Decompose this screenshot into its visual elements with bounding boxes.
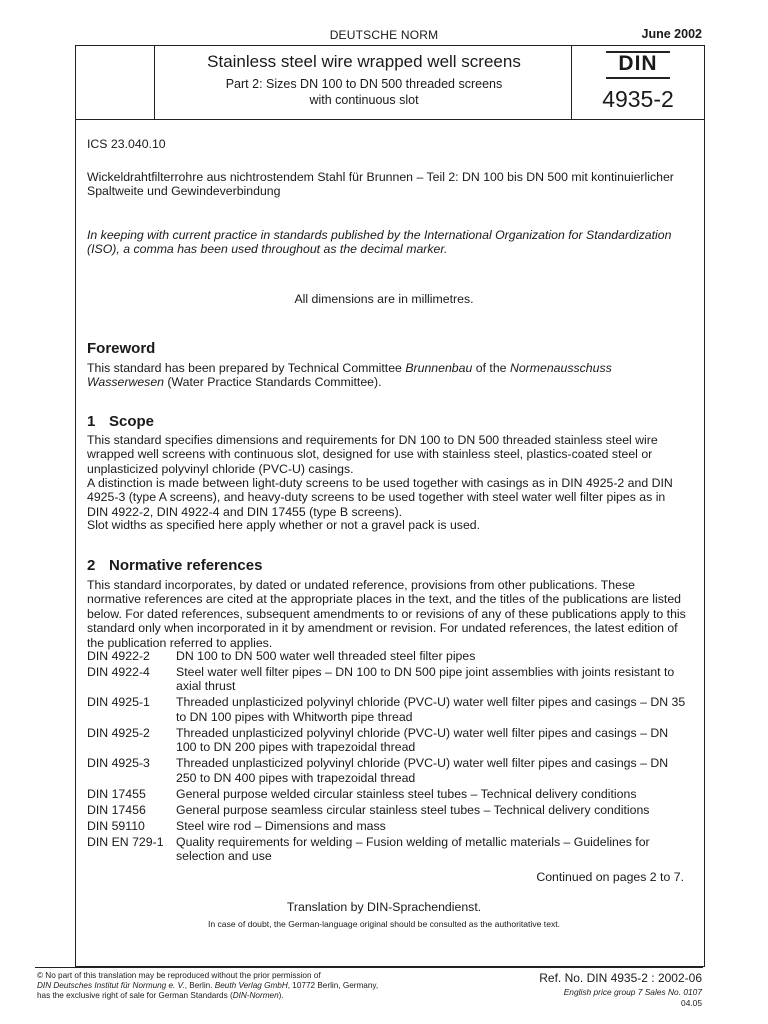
copyright-text: ). xyxy=(278,990,284,1000)
copyright-line-1: © No part of this translation may be reproduced without the prior permission of xyxy=(37,971,321,980)
reference-code: DIN 4922-4 xyxy=(87,665,150,679)
document-title: Stainless steel wire wrapped well screens xyxy=(207,52,521,71)
reference-number: Ref. No. DIN 4935-2 : 2002-06 xyxy=(539,971,702,985)
copyright-notice xyxy=(37,971,457,1000)
reference-code: DIN 4925-2 xyxy=(87,725,150,740)
scope-paragraph-1: This standard specifies dimensions and requirements for DN 100 to DN 500 threaded stainless steel wire wrapped well screens with continuous slot, designed for use with stainless steel, plastics-coated steel or unplasticized polyvinyl chloride (PVC-U) casings. xyxy=(87,433,658,476)
reference-item xyxy=(87,835,689,864)
foreword-heading: Foreword xyxy=(87,340,156,357)
normative-number: 2 xyxy=(87,557,96,574)
issue-code: 04.05 xyxy=(681,998,702,1008)
reference-item xyxy=(87,787,689,801)
title-block-right-cell xyxy=(571,46,704,119)
scope-heading xyxy=(87,413,154,430)
din-institute-name: DIN Deutsches Institut für Normung e. V. xyxy=(37,980,185,990)
copyright-text: , 10772 Berlin, Germany, xyxy=(287,980,379,990)
subtitle-line-2: with continuous slot xyxy=(309,93,419,107)
foreword-text-1: This standard has been prepared by Technical Committee xyxy=(87,361,406,375)
copyright-text: , Berlin. xyxy=(184,980,215,990)
dimensions-note: All dimensions are in millimetres. xyxy=(294,292,474,306)
reference-item xyxy=(87,756,689,785)
translation-credit: Translation by DIN-Sprachendienst. xyxy=(286,900,482,914)
reference-title: Quality requirements for welding – Fusion welding of metallic materials – Guidelines for selection and use xyxy=(176,834,650,864)
normative-intro: This standard incorporates, by dated or undated reference, provisions from other publications. These normative references are cited at the appropriate places in the text, and the titles of the publications are listed below. For dated references, subsequent amendments to or revisions of any of these publications apply to this standard only when incorporated in it by amendment or revision. For undated references, the latest edition of the publication referred to applies. xyxy=(87,578,686,650)
copyright-line-2 xyxy=(37,981,457,991)
reference-item xyxy=(87,695,689,724)
iso-note: In keeping with current practice in standards published by the International Organization for Standardization (ISO), a comma has been used throughout as the decimal marker. xyxy=(87,228,672,257)
reference-item xyxy=(87,649,689,663)
title-block xyxy=(75,45,705,120)
standards-body-name: Normenausschuss Wasserwesen xyxy=(87,361,612,390)
reference-item xyxy=(87,803,689,817)
reference-item xyxy=(87,819,689,833)
foreword-text xyxy=(87,361,689,390)
reference-title: Threaded unplasticized polyvinyl chloride (PVC-U) water well filter pipes and casings – DN 250 to DN 400 pipes with trapezoidal thread xyxy=(176,756,669,785)
continued-note: Continued on pages 2 to 7. xyxy=(536,870,684,884)
scope-paragraph-2: A distinction is made between light-duty screens to be used together with casings as in DIN 4925-2 and DIN 4925-3 (type A screens), and heavy-duty screens to be used together with steel water well filter pipes as in DIN 4922-2, DIN 4922-4 and DIN 17455 (type B screens). xyxy=(87,476,673,519)
standard-number: 4935-2 xyxy=(602,86,674,112)
authoritative-text-note: In case of doubt, the German-language original should be consulted as the authoritative text. xyxy=(207,919,561,929)
scope-number: 1 xyxy=(87,413,96,430)
copyright-line-3 xyxy=(37,991,457,1001)
reference-code: DIN 4922-2 xyxy=(87,649,150,663)
normative-title: Normative references xyxy=(109,557,263,574)
price-group: English price group 7 Sales No. 0107 xyxy=(563,987,702,997)
title-block-left-cell xyxy=(76,46,155,119)
committee-name: Brunnenbau xyxy=(405,361,473,375)
footer-divider xyxy=(35,967,703,968)
foreword-text-3: (Water Practice Standards Committee). xyxy=(164,375,382,390)
din-normen-label: DIN-Normen xyxy=(232,990,279,1000)
reference-code: DIN 4925-3 xyxy=(87,756,150,771)
reference-item xyxy=(87,726,689,755)
scope-paragraph-3: Slot widths as specified here apply whether or not a gravel pack is used. xyxy=(87,518,481,532)
reference-code: DIN 17456 xyxy=(87,802,146,817)
document-subtitle xyxy=(156,76,572,108)
reference-title: DN 100 to DN 500 water well threaded steel filter pipes xyxy=(176,649,476,663)
din-logo: DIN xyxy=(600,54,676,76)
reference-title: Threaded unplasticized polyvinyl chloride (PVC-U) water well filter pipes and casings – DN 35 to DN 100 pipes with Whitworth pipe thread xyxy=(176,695,686,724)
reference-title: Threaded unplasticized polyvinyl chloride (PVC-U) water well filter pipes and casings – DN 100 to DN 200 pipes with trapezoidal thread xyxy=(176,725,669,755)
reference-title: Steel water well filter pipes – DN 100 to DN 500 pipe joint assemblies with joints resistant to axial thrust xyxy=(176,665,675,694)
reference-code: DIN EN 729-1 xyxy=(87,834,164,849)
standard-type: DEUTSCHE NORM xyxy=(329,28,439,42)
beuth-verlag-name: Beuth Verlag GmbH xyxy=(214,980,288,990)
ics-code: ICS 23.040.10 xyxy=(87,137,166,151)
reference-list xyxy=(87,649,689,865)
german-title: Wickeldrahtfilterrohre aus nichtrostendem Stahl für Brunnen – Teil 2: DN 100 bis DN 500 mit kontinuierlicher Spaltweite und Gewindeverbindung xyxy=(87,170,674,199)
reference-title: General purpose welded circular stainless steel tubes – Technical delivery conditions xyxy=(176,786,637,801)
reference-item xyxy=(87,665,689,694)
copyright-text: has the exclusive right of sale for German Standards ( xyxy=(37,990,233,1000)
normative-references-heading xyxy=(87,557,262,574)
reference-title: General purpose seamless circular stainless steel tubes – Technical delivery conditions xyxy=(176,802,650,817)
scope-title: Scope xyxy=(109,413,155,430)
publication-date: June 2002 xyxy=(641,27,702,41)
reference-code: DIN 4925-1 xyxy=(87,695,150,710)
reference-title: Steel wire rod – Dimensions and mass xyxy=(176,818,386,833)
foreword-text-2: of the xyxy=(472,361,510,375)
subtitle-line-1: Part 2: Sizes DN 100 to DN 500 threaded screens xyxy=(225,77,503,91)
reference-code: DIN 17455 xyxy=(87,786,146,801)
reference-code: DIN 59110 xyxy=(87,818,145,833)
